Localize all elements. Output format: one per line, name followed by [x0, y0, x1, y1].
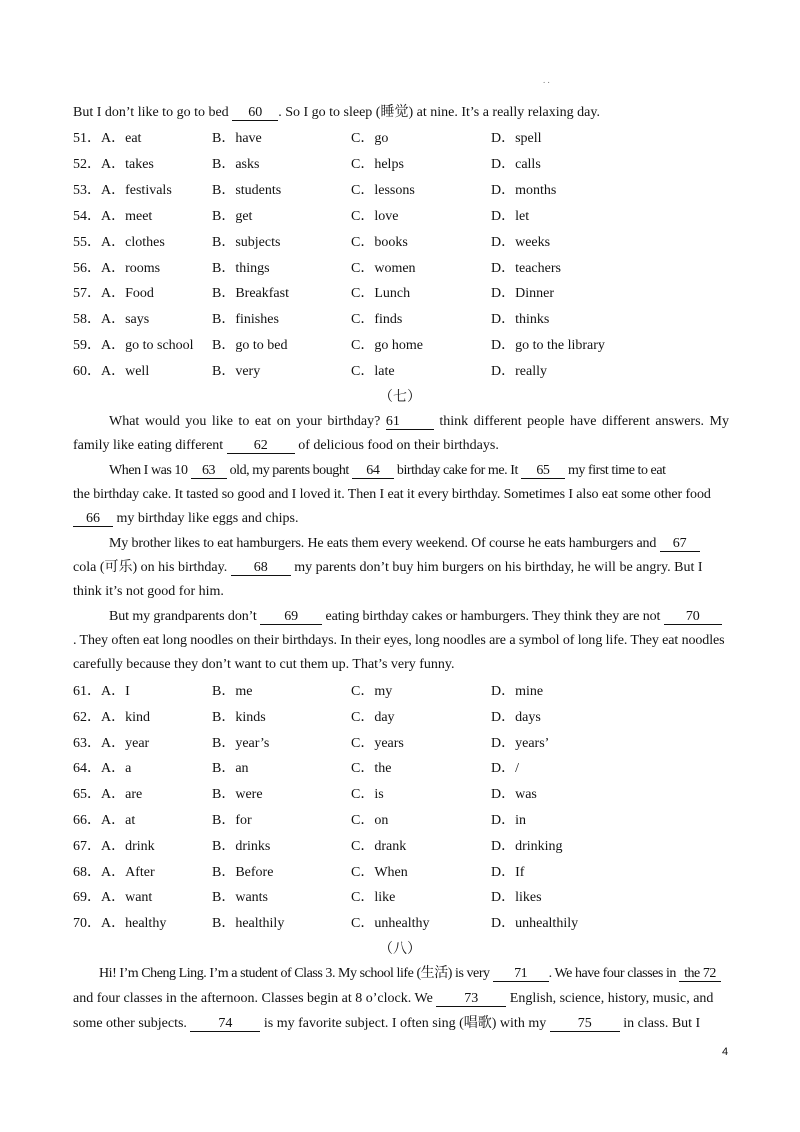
question-row-58 — [73, 311, 729, 329]
option-58-C: C．finds — [351, 312, 403, 328]
question-row-62 — [73, 709, 729, 727]
blank-62: 62 — [227, 438, 295, 454]
passage-line: But I don’t like to go to bed 60 . So I go to sleep (睡觉) at nine. It’s a really relaxing day. — [73, 105, 600, 120]
option-61-D: D．mine — [491, 684, 544, 699]
question-row-51 — [73, 130, 729, 148]
blank-64: 64 — [352, 463, 394, 479]
passage-line: the birthday cake. It tasted so good and I loved it. Then I eat it every birthday. Sometimes I also eat some other food — [73, 487, 711, 502]
option-62-A: 62．A．kind — [73, 709, 150, 725]
option-53-A: 53．A．festivals — [73, 182, 172, 198]
section-title-7: （七） — [379, 390, 421, 405]
question-row-65 — [73, 786, 729, 804]
option-59-B: B．go to bed — [212, 338, 288, 354]
passage-line: carefully because they don’t want to cut them up. That’s very funny. — [73, 657, 455, 672]
question-row-55 — [73, 234, 729, 252]
question-row-59 — [73, 337, 729, 355]
option-69-B: B．wants — [212, 890, 268, 906]
option-51-C: C．go — [351, 131, 389, 146]
question-row-56 — [73, 260, 729, 278]
option-63-C: C．years — [351, 735, 404, 751]
blank-73: 73 — [436, 991, 506, 1007]
passage-line: family like eating different 62 of delicious food on their birthdays. — [73, 438, 499, 453]
option-59-C: C．go home — [351, 338, 423, 354]
option-67-C: C．drank — [351, 838, 407, 854]
passage-line: What would you like to eat on your birthday? 61 think different people have different answers. My — [109, 414, 729, 429]
passage-line: When I was 10 63 old, my parents bought 64 birthday cake for me. It 65 my first time to eat — [109, 463, 666, 478]
option-68-C: C．When — [351, 864, 408, 880]
question-row-70 — [73, 915, 729, 933]
option-66-A: 66．A．at — [73, 813, 136, 828]
option-70-B: B．healthily — [212, 916, 285, 932]
option-57-C: C．Lunch — [351, 286, 411, 302]
option-57-B: B．Breakfast — [212, 286, 289, 302]
option-56-C: C．women — [351, 260, 416, 276]
option-70-D: D．unhealthily — [491, 916, 579, 932]
option-65-D: D．was — [491, 787, 537, 803]
question-row-66 — [73, 812, 729, 830]
option-70-A: 70．A．healthy — [73, 916, 167, 932]
page-number: 4 — [722, 1046, 729, 1058]
option-53-D: D．months — [491, 182, 557, 198]
blank-67: 67 — [660, 536, 700, 552]
option-68-A: 68．A．After — [73, 864, 155, 880]
passage-line: Hi! I’m Cheng Ling. I’m a student of Class 3. My school life (生活) is very 71 . We have four classes in the 72 — [73, 965, 729, 983]
question-row-54 — [73, 208, 729, 226]
option-56-B: B．things — [212, 260, 270, 276]
option-62-B: B．kinds — [212, 709, 266, 725]
option-63-D: D．years’ — [491, 735, 550, 751]
passage-line: My brother likes to eat hamburgers. He eats them every weekend. Of course he eats hamburgers and 67 — [73, 535, 729, 553]
question-row-60 — [73, 363, 729, 381]
option-69-C: C．like — [351, 890, 396, 906]
question-row-61 — [73, 683, 729, 701]
option-51-A: 51．A．eat — [73, 131, 142, 146]
option-58-B: B．finishes — [212, 312, 279, 328]
passage-line: . They often eat long noodles on their birthdays. In their eyes, long noodles are a symbol of long life. They eat noodles — [73, 633, 725, 648]
option-69-D: D．likes — [491, 890, 542, 906]
option-59-D: D．go to the library — [491, 338, 605, 354]
passage-line: cola (可乐) on his birthday. 68 my parents don’t buy him burgers on his birthday, he will be angry. But I — [73, 560, 703, 575]
option-57-A: 57．A．Food — [73, 286, 154, 302]
option-65-A: 65．A．are — [73, 787, 143, 803]
option-53-B: B．students — [212, 182, 282, 198]
option-68-B: B．Before — [212, 864, 274, 880]
option-60-C: C．late — [351, 364, 395, 380]
section-title-8: （八） — [379, 942, 421, 957]
question-row-53 — [73, 182, 729, 200]
option-69-A: 69．A．want — [73, 890, 153, 906]
blank-68: 68 — [231, 560, 291, 576]
option-52-B: B．asks — [212, 156, 260, 172]
option-55-B: B．subjects — [212, 234, 281, 250]
blank-75: 75 — [550, 1016, 620, 1032]
option-65-B: B．were — [212, 787, 263, 803]
option-51-B: B．have — [212, 131, 262, 146]
option-64-B: B．an — [212, 761, 249, 777]
option-61-A: 61．A．I — [73, 684, 130, 699]
blank-66: 66 — [73, 511, 113, 527]
option-51-D: D．spell — [491, 131, 542, 146]
blank-70: 70 — [664, 609, 722, 625]
option-52-A: 52．A．takes — [73, 156, 154, 172]
option-54-D: D．let — [491, 208, 530, 224]
option-59-A: 59．A．go to school — [73, 338, 194, 354]
question-row-64 — [73, 760, 729, 778]
option-58-D: D．thinks — [491, 312, 550, 328]
option-62-D: D．days — [491, 709, 541, 725]
option-64-C: C．the — [351, 761, 392, 777]
option-68-D: D．If — [491, 864, 525, 880]
option-67-D: D．drinking — [491, 838, 563, 854]
option-55-D: D．weeks — [491, 234, 551, 250]
question-row-57 — [73, 285, 729, 303]
blank-74: 74 — [190, 1016, 260, 1032]
option-64-A: 64．A．a — [73, 761, 132, 777]
option-52-C: C．helps — [351, 156, 404, 172]
option-61-B: B．me — [212, 684, 253, 699]
option-60-D: D．really — [491, 364, 547, 380]
blank-72: the 72 — [679, 966, 721, 982]
option-54-A: 54．A．meet — [73, 208, 153, 224]
option-55-A: 55．A．clothes — [73, 234, 165, 250]
question-row-68 — [73, 864, 729, 882]
option-64-D: D．/ — [491, 761, 519, 777]
blank-65: 65 — [521, 463, 565, 479]
blank-69: 69 — [260, 609, 322, 625]
option-62-C: C．day — [351, 709, 395, 725]
option-60-B: B．very — [212, 364, 261, 380]
question-row-69 — [73, 889, 729, 907]
option-67-B: B．drinks — [212, 838, 271, 854]
passage-line: some other subjects. 74 is my favorite subject. I often sing (唱歌) with my 75 in class. But I — [73, 1016, 701, 1031]
option-52-D: D．calls — [491, 156, 541, 172]
option-66-C: C．on — [351, 813, 389, 828]
option-60-A: 60．A．well — [73, 364, 150, 380]
option-70-C: C．unhealthy — [351, 916, 430, 932]
passage-line: But my grandparents don’t 69 eating birthday cakes or hamburgers. They think they are not 70 — [73, 608, 729, 626]
passage-line: 66 my birthday like eggs and chips. — [73, 510, 729, 528]
option-63-A: 63．A．year — [73, 735, 150, 751]
option-65-C: C．is — [351, 787, 384, 803]
option-57-D: D．Dinner — [491, 286, 554, 302]
passage-line: and four classes in the afternoon. Classes begin at 8 o’clock. We 73 English, science, history, music, and — [73, 991, 714, 1006]
option-56-D: D．teachers — [491, 260, 561, 276]
option-53-C: C．lessons — [351, 182, 415, 198]
question-row-67 — [73, 838, 729, 856]
blank-60: 60 — [232, 105, 278, 121]
blank-63: 63 — [191, 463, 227, 479]
option-54-C: C．love — [351, 208, 399, 224]
option-66-B: B．for — [212, 813, 252, 828]
option-66-D: D．in — [491, 813, 526, 828]
option-54-B: B．get — [212, 208, 253, 224]
option-55-C: C．books — [351, 234, 408, 250]
passage-line: think it’s not good for him. — [73, 584, 224, 599]
option-61-C: C．my — [351, 684, 393, 699]
question-row-63 — [73, 735, 729, 753]
option-56-A: 56．A．rooms — [73, 260, 161, 276]
option-63-B: B．year’s — [212, 735, 270, 751]
blank-71: 71 — [493, 966, 549, 982]
option-67-A: 67．A．drink — [73, 838, 155, 854]
page-marks: . . — [543, 75, 550, 85]
question-row-52 — [73, 156, 729, 174]
blank-61: 61 — [386, 414, 434, 430]
option-58-A: 58．A．says — [73, 312, 150, 328]
